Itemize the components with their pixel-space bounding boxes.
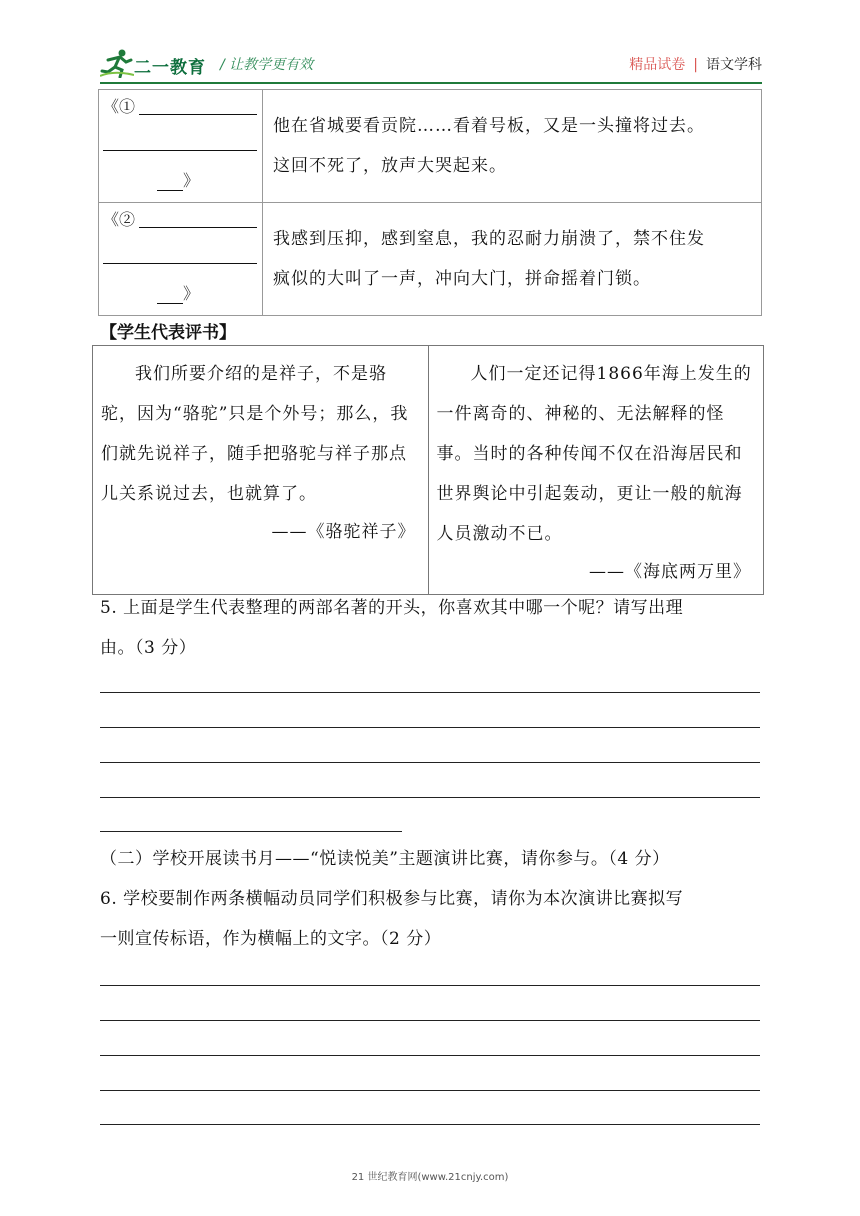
- blank-underline[interactable]: [139, 114, 257, 115]
- answer-line[interactable]: [100, 797, 760, 798]
- blank-close: 》: [157, 281, 199, 304]
- part-2-heading: （二）学校开展读书月——“悦读悦美”主题演讲比赛，请你参与。（4 分）: [100, 849, 670, 869]
- blank-underline[interactable]: [103, 263, 257, 264]
- question-6: [100, 879, 762, 959]
- question-line: 6. 学校要制作两条横幅动员同学们积极参与比赛，请你为本次演讲比赛拟写: [100, 889, 684, 909]
- question-line: 由。（3 分）: [100, 638, 197, 658]
- review-table: [92, 345, 764, 595]
- table-row: [93, 346, 764, 595]
- review-cell: [428, 346, 764, 595]
- page-footer: 21 世纪教育网(www.21cnjy.com): [351, 1172, 509, 1183]
- passage-cell: [263, 203, 762, 316]
- review-cell: [93, 346, 429, 595]
- answer-line[interactable]: [100, 1055, 760, 1056]
- header-separator: |: [693, 57, 698, 73]
- answer-line[interactable]: [100, 831, 402, 832]
- logo-text: 二一教育: [134, 58, 206, 78]
- book-passage-table: [98, 89, 762, 316]
- question-5: [100, 588, 762, 668]
- passage-line: 疯似的大叫了一声，冲向大门，拼命摇着门锁。: [273, 269, 651, 289]
- subject-label: 语文学科: [706, 57, 762, 73]
- question-line: 一则宣传标语，作为横幅上的文字。（2 分）: [100, 929, 442, 949]
- passage-line: 这回不死了，放声大哭起来。: [273, 156, 507, 176]
- book-name-blank-cell: [99, 90, 263, 203]
- section-title: 【学生代表评书】: [100, 323, 236, 343]
- answer-line[interactable]: [100, 727, 760, 728]
- quality-label: 精品试卷: [629, 57, 686, 73]
- passage-line: 他在省城要看贡院……看着号板，又是一头撞将过去。: [273, 116, 705, 136]
- blank-underline[interactable]: [103, 150, 257, 151]
- book-name-blank-cell: [99, 203, 263, 316]
- table-row: [99, 90, 762, 203]
- review-source: ——《骆驼祥子》: [271, 522, 416, 542]
- blank-open: 《①: [103, 97, 136, 116]
- answer-line[interactable]: [100, 1124, 760, 1125]
- review-text: 我们所要介绍的是祥子，不是骆驼，因为“骆驼”只是个外号；那么，我们就先说祥子，随手把骆驼与祥子那点儿关系说过去，也就算了。: [101, 364, 409, 504]
- blank-close: 》: [157, 168, 199, 191]
- passage-line: 我感到压抑，感到窒息，我的忍耐力崩溃了，禁不住发: [273, 229, 705, 249]
- answer-line[interactable]: [100, 762, 760, 763]
- table-row: [99, 203, 762, 316]
- answer-line[interactable]: [100, 692, 760, 693]
- answer-line[interactable]: [100, 1090, 760, 1091]
- question-line: 5. 上面是学生代表整理的两部名著的开头，你喜欢其中哪一个呢？请写出理: [100, 598, 684, 618]
- blank-open: 《②: [103, 210, 136, 229]
- slogan: / 让教学更有效: [220, 57, 314, 73]
- review-source: ——《海底两万里》: [589, 562, 751, 582]
- answer-line[interactable]: [100, 985, 760, 986]
- runner-logo-icon: [100, 48, 134, 78]
- blank-underline[interactable]: [139, 227, 257, 228]
- page-header: [100, 48, 762, 80]
- answer-line[interactable]: [100, 1020, 760, 1021]
- header-divider: [100, 82, 762, 84]
- header-right: [629, 54, 762, 74]
- passage-cell: [263, 90, 762, 203]
- logo: [100, 48, 230, 78]
- review-text: 人们一定还记得1866年海上发生的一件离奇的、神秘的、无法解释的怪事。当时的各种传闻不仅在沿海居民和世界舆论中引起轰动，更让一般的航海人员激动不已。: [436, 364, 752, 544]
